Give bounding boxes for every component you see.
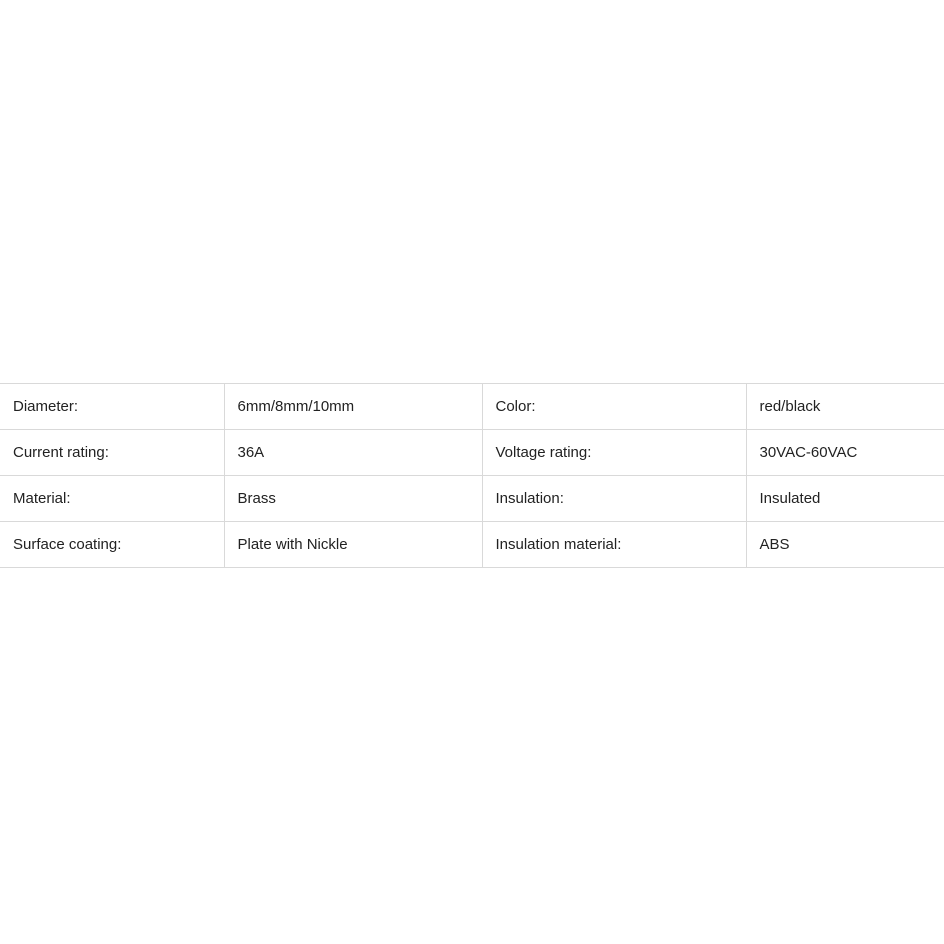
spec-value: red/black [746, 384, 944, 430]
spec-label: Insulation material: [482, 522, 746, 568]
spec-label: Insulation: [482, 476, 746, 522]
spec-label: Voltage rating: [482, 430, 746, 476]
spec-value: 36A [224, 430, 482, 476]
spec-label: Material: [0, 476, 224, 522]
table-row [0, 430, 944, 476]
spec-label: Current rating: [0, 430, 224, 476]
table-row [0, 522, 944, 568]
spec-value: Brass [224, 476, 482, 522]
product-specification-section [0, 383, 944, 568]
specification-table [0, 383, 944, 568]
table-row [0, 384, 944, 430]
spec-value: 30VAC-60VAC [746, 430, 944, 476]
spec-value: Insulated [746, 476, 944, 522]
table-row [0, 476, 944, 522]
specification-table-body [0, 384, 944, 568]
spec-label: Color: [482, 384, 746, 430]
spec-value: ABS [746, 522, 944, 568]
spec-label: Diameter: [0, 384, 224, 430]
spec-value: Plate with Nickle [224, 522, 482, 568]
spec-value: 6mm/8mm/10mm [224, 384, 482, 430]
spec-label: Surface coating: [0, 522, 224, 568]
